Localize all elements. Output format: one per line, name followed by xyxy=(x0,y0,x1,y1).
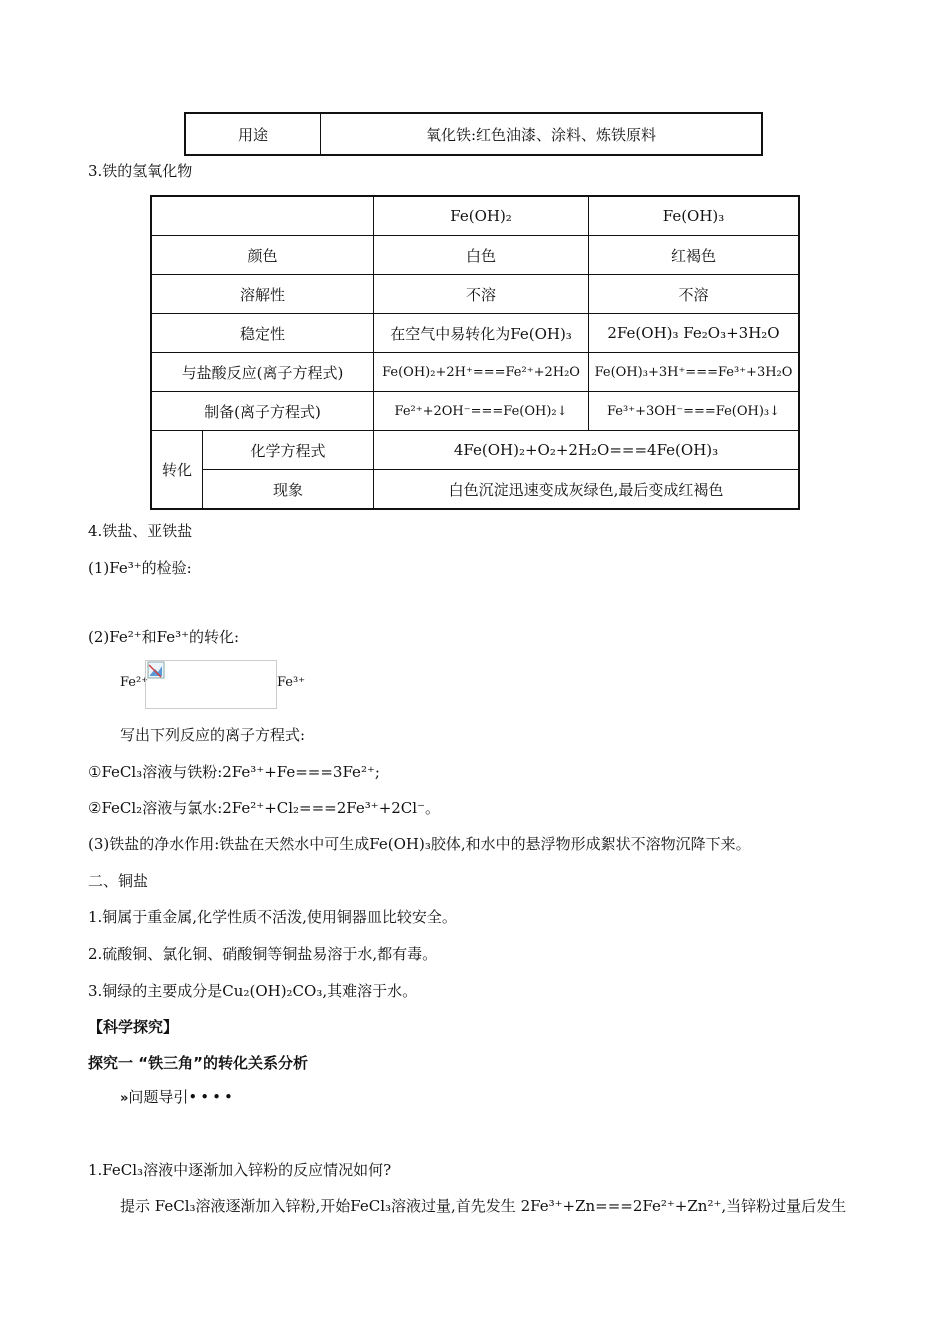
write-eq-instruction: 写出下列反应的离子方程式: xyxy=(120,726,306,744)
dots-decoration: •••• xyxy=(188,1088,236,1106)
equation-1: ①FeCl₃溶液与铁粉:2Fe³⁺+Fe===3Fe²⁺; xyxy=(88,763,380,781)
section3-title: 3.铁的氢氧化物 xyxy=(88,162,193,180)
col-header-feoh3: Fe(OH)₃ xyxy=(589,196,799,236)
table-row: 转化 化学方程式 4Fe(OH)₂+O₂+2H₂O===4Fe(OH)₃ xyxy=(151,431,799,470)
section4-title: 4.铁盐、亚铁盐 xyxy=(88,522,193,540)
fe-conversion-heading: (2)Fe²⁺和Fe³⁺的转化: xyxy=(88,628,240,646)
usage-table xyxy=(184,112,763,156)
table-row: 与盐酸反应(离子方程式) Fe(OH)₂+2H⁺===Fe²⁺+2H₂O Fe(OH)₃+3H⁺===Fe³⁺+3H₂O xyxy=(151,353,799,392)
guide-heading: »问题导引•••• xyxy=(120,1088,236,1106)
hint-1: 提示 FeCl₃溶液逐渐加入锌粉,开始FeCl₃溶液过量,首先发生 2Fe³⁺+Zn===2Fe²⁺+Zn²⁺,当锌粉过量后发生 xyxy=(120,1197,847,1215)
equation-2: ②FeCl₂溶液与氯水:2Fe²⁺+Cl₂===2Fe³⁺+2Cl⁻。 xyxy=(88,799,440,817)
usage-label: 用途 xyxy=(185,113,321,155)
transform-label: 转化 xyxy=(151,431,203,510)
fe3-label: Fe³⁺ xyxy=(277,675,306,690)
copper-item-2: 2.硫酸铜、氯化铜、硝酸铜等铜盐易溶于水,都有毒。 xyxy=(88,945,438,963)
copper-item-1: 1.铜属于重金属,化学性质不活泼,使用铜器皿比较安全。 xyxy=(88,908,457,926)
table-row: 溶解性 不溶 不溶 xyxy=(151,275,799,314)
col-header-feoh2: Fe(OH)₂ xyxy=(374,196,589,236)
table-row: 稳定性 在空气中易转化为Fe(OH)₃ 2Fe(OH)₃ Fe₂O₃+3H₂O xyxy=(151,314,799,353)
hydroxide-table xyxy=(150,195,800,510)
purify-text: (3)铁盐的净水作用:铁盐在天然水中可生成Fe(OH)₃胶体,和水中的悬浮物形成絮状不溶物沉降下来。 xyxy=(88,835,751,853)
usage-value: 氧化铁:红色油漆、涂料、炼铁原料 xyxy=(321,113,763,155)
fe3-test-heading: (1)Fe³⁺的检验: xyxy=(88,559,192,577)
table-row: 颜色 白色 红褐色 xyxy=(151,236,799,275)
table-row: 制备(离子方程式) Fe²⁺+2OH⁻===Fe(OH)₂↓ Fe³⁺+3OH⁻===Fe(OH)₃↓ xyxy=(151,392,799,431)
copper-item-3: 3.铜绿的主要成分是Cu₂(OH)₂CO₃,其难溶于水。 xyxy=(88,982,418,1000)
copper-title: 二、铜盐 xyxy=(88,872,149,890)
table-row: 现象 白色沉淀迅速变成灰绿色,最后变成红褐色 xyxy=(151,470,799,510)
broken-image-icon xyxy=(147,661,165,679)
double-chevron-icon: » xyxy=(120,1091,129,1106)
fe2-label: Fe²⁺ xyxy=(120,675,149,690)
science-title: 【科学探究】 xyxy=(88,1018,179,1036)
question-1: 1.FeCl₃溶液中逐渐加入锌粉的反应情况如何? xyxy=(88,1161,392,1179)
explore1-title: 探究一 “铁三角”的转化关系分析 xyxy=(88,1054,308,1072)
